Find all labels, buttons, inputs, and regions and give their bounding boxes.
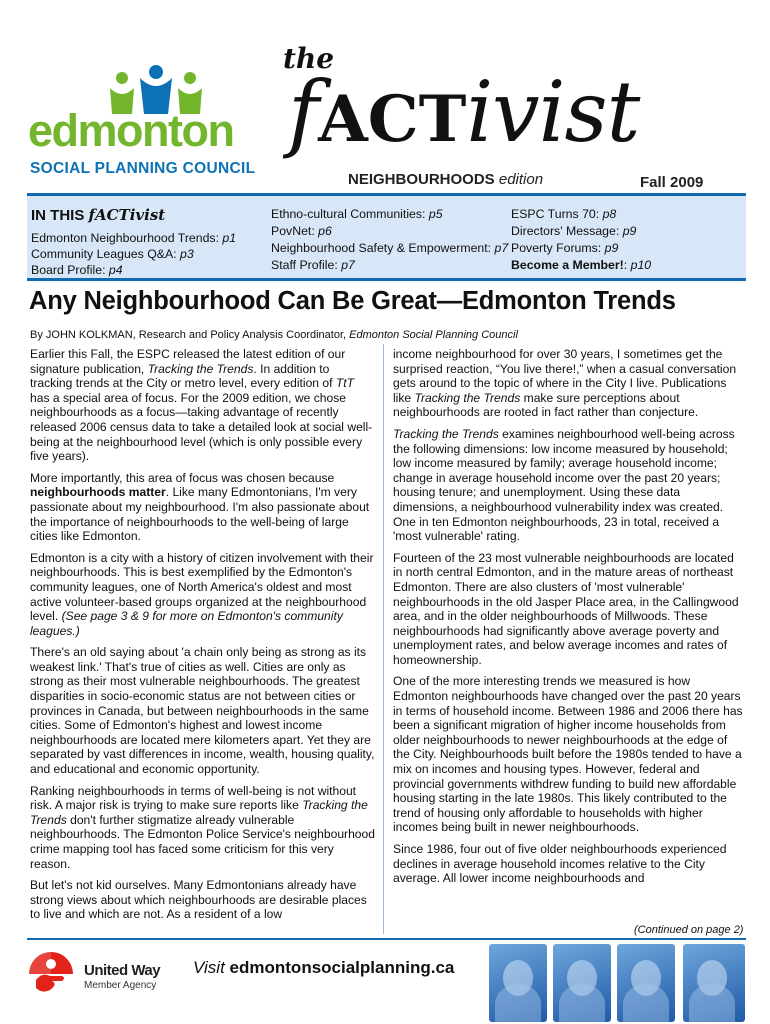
toc-column-2 bbox=[271, 206, 508, 274]
toc-item[interactable]: Community Leagues Q&A: p3 bbox=[31, 247, 194, 261]
espc-logo bbox=[28, 64, 268, 184]
paragraph: Edmonton is a city with a history of citizen involvement with their neighbourhoods. This is best exemplified by the Edmonton's community leagues, one of North America's oldest and most active volunteer-based groups organized at the neighbourhood level. (See page 3 & 9 for more on Edmonton's community leagues.) bbox=[30, 550, 374, 638]
paragraph: There's an old saying about 'a chain only being as strong as its weakest link.' That's true of cities as well. Cities are only as strong as their most vulnerable neighbourhoods. The greatest disparities in socio-economic status are not between cities or provinces in Canada, but between neighbourhoods in the same cities. Some of Edmonton's highest and lowest income neighbourhoods are located mere kilometers apart. Yet they are separated by vast differences in income, wealth, housing quality, and educational and economic opportunity. bbox=[30, 645, 375, 777]
article-column-right bbox=[393, 347, 743, 893]
united-way-sub: Member Agency bbox=[84, 980, 157, 991]
masthead-the: the bbox=[283, 42, 335, 75]
united-way-logo bbox=[28, 950, 178, 1020]
toc-item[interactable]: Neighbourhood Safety & Empowerment: p7 bbox=[271, 241, 509, 255]
paragraph: Earlier this Fall, the ESPC released the latest edition of our signature publication, Tracking the Trends. In addition to tracking trends at the City or metro level, every edition of TtT has a special area of focus. For the 2009 edition, we chose neighbourhoods as a focus—taking advantage of recently released 2006 census data to take a detailed look at social well-being at the neighbourhood level (which is only possible every five years). bbox=[30, 347, 373, 464]
photo-mother-child bbox=[617, 944, 675, 1022]
paragraph: More importantly, this area of focus was chosen because neighbourhoods matter. Like many Edmontonians, I'm very passionate about my neighbourhood. I'm also passionate about the importance of neighbourhoods to the well-being of large cities like Edmonton. bbox=[30, 470, 370, 544]
logo-subtitle: SOCIAL PLANNING COUNCIL bbox=[30, 160, 256, 177]
paragraph: But let's not kid ourselves. Many Edmontonians already have strong views about which neighbourhoods are desirable places to live and which are not. As a resident of a low bbox=[30, 878, 367, 922]
continued-note[interactable]: (Continued on page 2) bbox=[634, 924, 744, 936]
photo-child bbox=[489, 944, 547, 1022]
toc-column-3 bbox=[511, 206, 651, 274]
website-line: Visit edmontonsocialplanning.ca bbox=[193, 958, 455, 977]
toc-item[interactable]: Staff Profile: p7 bbox=[271, 258, 355, 272]
paragraph: Fourteen of the 23 most vulnerable neighbourhoods are located in north central Edmonton, and in the mature areas of northeast Edmonton. There are also clusters of 'most vulnerable' neighbourhoods in the old Jasper Place area, in the Callingwood area, and in the older neighbourhoods of Millwoods. These neighbourhoods had significantly above average poverty and unemployment rates, and below average incomes and rates of homeownership. bbox=[393, 550, 739, 667]
website-link[interactable]: edmontonsocialplanning.ca bbox=[229, 958, 455, 977]
paragraph: Since 1986, four out of five older neighbourhoods experienced declines in average household incomes relative to the City average. All lower income neighbourhoods and bbox=[393, 842, 727, 886]
article-byline: By JOHN KOLKMAN, Research and Policy Analysis Coordinator, Edmonton Social Planning Council bbox=[30, 329, 518, 341]
paragraph: Ranking neighbourhoods in terms of well-being is not without risk. A major risk is trying to make sure reports like Tracking the Trends don't further stigmatize already vulnerable neighbourhoods. The Edmonton Police Service's neighbourhood crime mapping tool has faced some criticism for this very reason. bbox=[30, 783, 375, 871]
edition-label bbox=[348, 171, 543, 188]
paragraph: One of the more interesting trends we measured is how Edmonton neighbourhoods have changed over the past 20 years in terms of household income. Between 1986 and 2006 there has been a significant migration of higher income households from older neighbourhoods to newer neighbourhoods at the edge of the City. Neighbourhoods built before the 1980s tended to have a mix on incomes and housing types. However, federal and provincial governments withdrew funding to build new affordable housing starting in the late 1980s. This likely contributed to the trend of housing only affordable to households with higher incomes being built in newer neighbourhoods. bbox=[393, 674, 743, 835]
photo-man bbox=[553, 944, 611, 1022]
toc-item-become-member[interactable]: Become a Member!: p10 bbox=[511, 258, 652, 272]
paragraph: income neighbourhood for over 30 years, I sometimes get the surprised reaction, “You live there!,” when a casual conversation gets around to the topic of where in the City I live. Publications like Tracking the Trends make sure perceptions about neighbourhoods are rooted in fact rather than conjecture. bbox=[393, 347, 737, 420]
title-act: ACT bbox=[318, 82, 467, 157]
toc-item[interactable]: PovNet: p6 bbox=[271, 224, 332, 238]
issue-season: Fall 2009 bbox=[640, 174, 704, 191]
toc-item[interactable]: Directors' Message: p9 bbox=[511, 224, 637, 238]
toc-item[interactable]: Ethno-cultural Communities: p5 bbox=[271, 207, 443, 221]
column-divider bbox=[383, 344, 384, 934]
edition-word: edition bbox=[498, 171, 544, 188]
toc-item[interactable]: ESPC Turns 70: p8 bbox=[511, 207, 617, 221]
paragraph: Tracking the Trends examines neighbourhood well-being across the following dimensions: low income measured by household; low income measured by family; average household income; change in average household income over the past 20 years; housing tenure; and unemployment. Using these data dimensions, a neighbourhood vulnerability index was created. One in ten Edmonton neighbourhoods, 23 in total, received a 'most vulnerable' rating. bbox=[393, 426, 735, 544]
toc-item[interactable]: Board Profile: p4 bbox=[31, 263, 123, 277]
edition-main: NEIGHBOURHOODS bbox=[348, 171, 495, 188]
issue-heading-prefix: IN THIS bbox=[31, 207, 89, 224]
article-column-left bbox=[30, 347, 375, 929]
issue-heading-name: fACTivist bbox=[88, 206, 166, 224]
toc-item[interactable]: Edmonton Neighbourhood Trends: p1 bbox=[31, 231, 237, 245]
article-headline: Any Neighbourhood Can Be Great—Edmonton Trends bbox=[29, 287, 676, 315]
toc-item[interactable]: Poverty Forums: p9 bbox=[511, 241, 619, 255]
title-f: f bbox=[288, 63, 319, 161]
photo-group bbox=[683, 944, 745, 1022]
united-way-hand-icon bbox=[28, 950, 74, 1000]
logo-wordmark: edmonton bbox=[28, 105, 234, 156]
united-way-name: United Way bbox=[84, 962, 161, 979]
toc-column-1 bbox=[31, 230, 236, 278]
in-this-issue-heading bbox=[31, 206, 165, 224]
masthead-title bbox=[288, 63, 640, 161]
title-ivist: ivist bbox=[466, 63, 640, 161]
footer-divider bbox=[27, 938, 746, 940]
in-this-issue-box bbox=[27, 193, 746, 281]
